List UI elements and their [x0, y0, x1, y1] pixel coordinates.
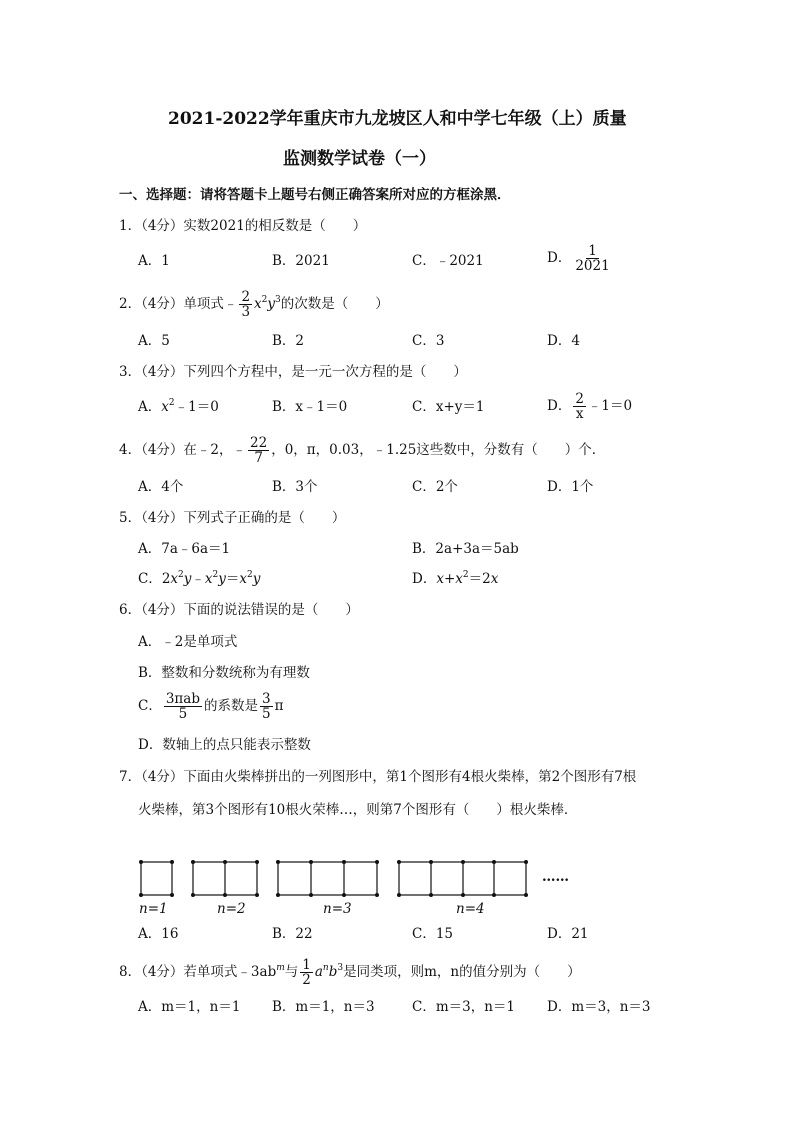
q3-d-post: ﹣1＝0 — [587, 398, 633, 414]
q5-option-d: D．$x+x^2=2x$ — [412, 570, 499, 587]
q8-stem-pre: 8．（4分）若单项式﹣3ab — [119, 964, 277, 980]
figure-label-n3: n=3 — [323, 901, 352, 917]
q5-option-b: B．2a+3a＝5ab — [412, 541, 519, 557]
q8-option-b: B．m＝1，n＝3 — [272, 999, 375, 1015]
q8-stem-post: 是同类项，则m，n的值分别为（ ） — [343, 964, 581, 980]
exam-title-line2: 监测数学试卷（一） — [283, 149, 436, 169]
figure-label-n2: n=2 — [217, 901, 246, 917]
question-8-stem: 8．（4分）若单项式$﹣3ab^m$与 $\frac{1}{2}$ $a^nb^3$是同类项，则m，n的值分别为（ ） — [119, 957, 581, 988]
q4-option-b: B．3个 — [272, 479, 318, 495]
q8-option-a: A．m＝1，n＝1 — [138, 999, 241, 1015]
q4-numerator: 22 — [250, 435, 268, 451]
q7-option-c: C．15 — [412, 926, 454, 942]
q3-option-c: C．x+y＝1 — [412, 399, 485, 415]
q8-fraction — [300, 958, 313, 987]
figure-n2 — [193, 862, 257, 895]
figure-n3 — [278, 862, 377, 895]
q1-option-d-prefix: D． — [547, 250, 572, 266]
q5-option-a: A．7a﹣6a＝1 — [138, 541, 231, 557]
figure-n4 — [399, 862, 526, 895]
q8-option-d: D．m＝3，n＝3 — [547, 999, 651, 1015]
q4-stem-pre: 4．（4分）在﹣2，﹣ — [119, 442, 247, 458]
figure-n1 — [141, 862, 172, 895]
q7-option-d: D．21 — [547, 926, 589, 942]
q1-option-a: A．1 — [138, 253, 170, 269]
q5-option-c: C．$2x^2y﹣x^2y=x^2y$ — [138, 570, 261, 587]
q6-c-prefix: C． — [138, 698, 162, 714]
matchstick-joints — [139, 860, 528, 897]
q1-option-b: B．2021 — [272, 253, 330, 269]
q1-option-c: C．﹣2021 — [412, 253, 484, 269]
q6-c-post: π — [274, 698, 284, 714]
question-2-stem: 2．（4分）单项式﹣ $\frac{2}{3}$ $x^2y^3$的次数是（ ） — [119, 289, 389, 320]
figure-label-n4: n=4 — [456, 901, 485, 917]
q4-stem-post: ，0，π，0.03，﹣1.25这些数中，分数有（ ）个． — [271, 442, 606, 458]
q4-option-a: A．4个 — [138, 479, 184, 495]
figure-label-n1: n=1 — [139, 901, 168, 917]
q4-option-c: C．2个 — [412, 479, 458, 495]
question-7-line2: 火柴棒，第3个图形有10根火荣棒…，则第7个图形有（ ）根火柴棒． — [138, 802, 578, 818]
question-5-stem: 5．（4分）下列式子正确的是（ ） — [119, 510, 346, 526]
q1-d-numerator: 1 — [588, 243, 597, 259]
q7-option-b: B．22 — [272, 926, 313, 942]
q6-option-b: B．整数和分数统称为有理数 — [138, 665, 310, 681]
question-1-stem: 1．（4分）实数2021的相反数是（ ） — [119, 218, 367, 234]
section-heading: 一、选择题：请将答题卡上题号右侧正确答案所对应的方框涂黑． — [119, 187, 511, 203]
q2-stem-pre: 2．（4分）单项式﹣ — [119, 296, 238, 312]
figure-ellipsis: …… — [542, 869, 569, 885]
question-7-line1: 7．（4分）下面由火柴棒拼出的一列图形中，第1个图形有4根火柴棒，第2个图形有7根 — [119, 769, 637, 785]
q8-numerator: 1 — [302, 957, 311, 973]
q3-option-a: A．$x^2﹣1=0$ — [138, 398, 219, 415]
question-6-stem: 6．（4分）下面的说法错误的是（ ） — [119, 602, 359, 618]
q2-option-c: C．3 — [412, 333, 445, 349]
q2-option-b: B．2 — [272, 333, 305, 349]
q7-option-a: A．16 — [138, 926, 179, 942]
q2-stem-post: 的次数是（ ） — [280, 296, 389, 312]
q6-option-a: A．﹣2是单项式 — [138, 634, 238, 650]
q3-option-d: D． $\frac{2}{x}$ ﹣1＝0 — [547, 391, 633, 422]
q6-c-denominator2: 5 — [262, 706, 271, 722]
matchstick-shapes — [141, 862, 526, 895]
q8-option-c: C．m＝3，n＝1 — [412, 999, 516, 1015]
q3-d-numerator: 2 — [575, 391, 584, 407]
q3-option-b: B．x﹣1＝0 — [272, 399, 348, 415]
q2-denominator: 3 — [241, 304, 251, 320]
q4-denominator: 7 — [254, 450, 263, 466]
q6-c-mid: 的系数是 — [204, 698, 258, 714]
q4-option-d: D．1个 — [547, 479, 594, 495]
q6-c-numerator2: 3 — [262, 691, 271, 707]
exam-title-line1: 2021-2022学年重庆市九龙坡区人和中学七年级（上）质量 — [168, 109, 627, 129]
q8-denominator: 2 — [302, 972, 311, 988]
q3-d-denominator: x — [575, 406, 584, 422]
q2-option-d: D．4 — [547, 333, 580, 349]
q6-c-denominator: 5 — [178, 706, 188, 722]
q2-numerator: 2 — [241, 289, 251, 305]
q6-option-d: D．数轴上的点只能表示整数 — [138, 737, 311, 753]
q6-c-numerator: 3πab — [165, 691, 200, 707]
question-3-stem: 3．（4分）下列四个方程中，是一元一次方程的是（ ） — [119, 364, 467, 380]
q1-d-denominator: 2021 — [575, 258, 610, 274]
q2-option-a: A．5 — [138, 333, 170, 349]
